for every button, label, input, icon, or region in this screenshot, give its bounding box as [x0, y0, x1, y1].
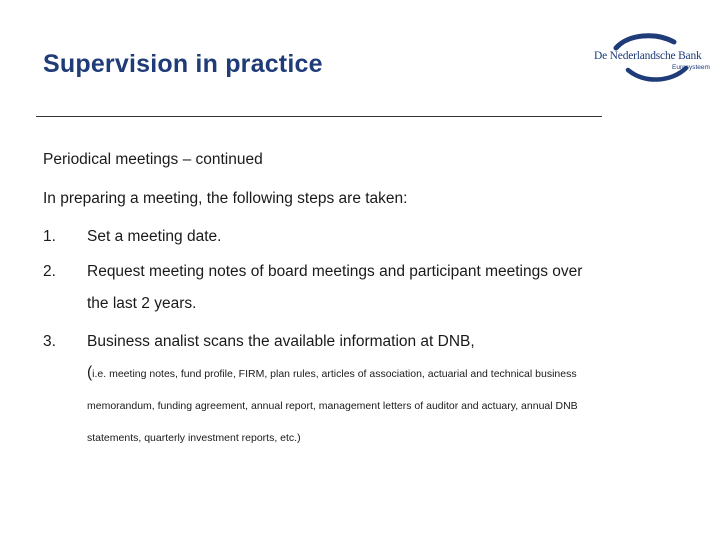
dnb-logo: [588, 30, 712, 86]
step-detail-line: [87, 364, 577, 382]
logo-subtitle: Eurosysteem: [672, 64, 710, 71]
step-text-continued: the last 2 years.: [87, 295, 197, 312]
page-title: Supervision in practice: [43, 50, 323, 78]
step-text: Set a meeting date.: [87, 228, 222, 245]
intro-text: In preparing a meeting, the following steps are taken:: [43, 190, 408, 207]
logo-name: De Nederlandsche Bank: [594, 50, 702, 62]
step-text: Request meeting notes of board meetings and participant meetings over: [87, 263, 583, 280]
open-parenthesis: (: [87, 364, 93, 381]
step-detail-line: statements, quarterly investment reports, etc.): [87, 432, 301, 444]
step-detail-line: memorandum, funding agreement, annual report, management letters of auditor and actuary, annual DNB: [87, 400, 578, 412]
step-text: Business analist scans the available information at DNB,: [87, 333, 475, 350]
step-detail-text: i.e. meeting notes, fund profile, FIRM, plan rules, articles of association, actuarial and technical business: [92, 368, 577, 380]
step-number: 2.: [43, 263, 56, 280]
step-number: 3.: [43, 333, 56, 350]
title-divider: [36, 116, 602, 117]
step-number: 1.: [43, 228, 56, 245]
subheading: Periodical meetings – continued: [43, 151, 263, 168]
